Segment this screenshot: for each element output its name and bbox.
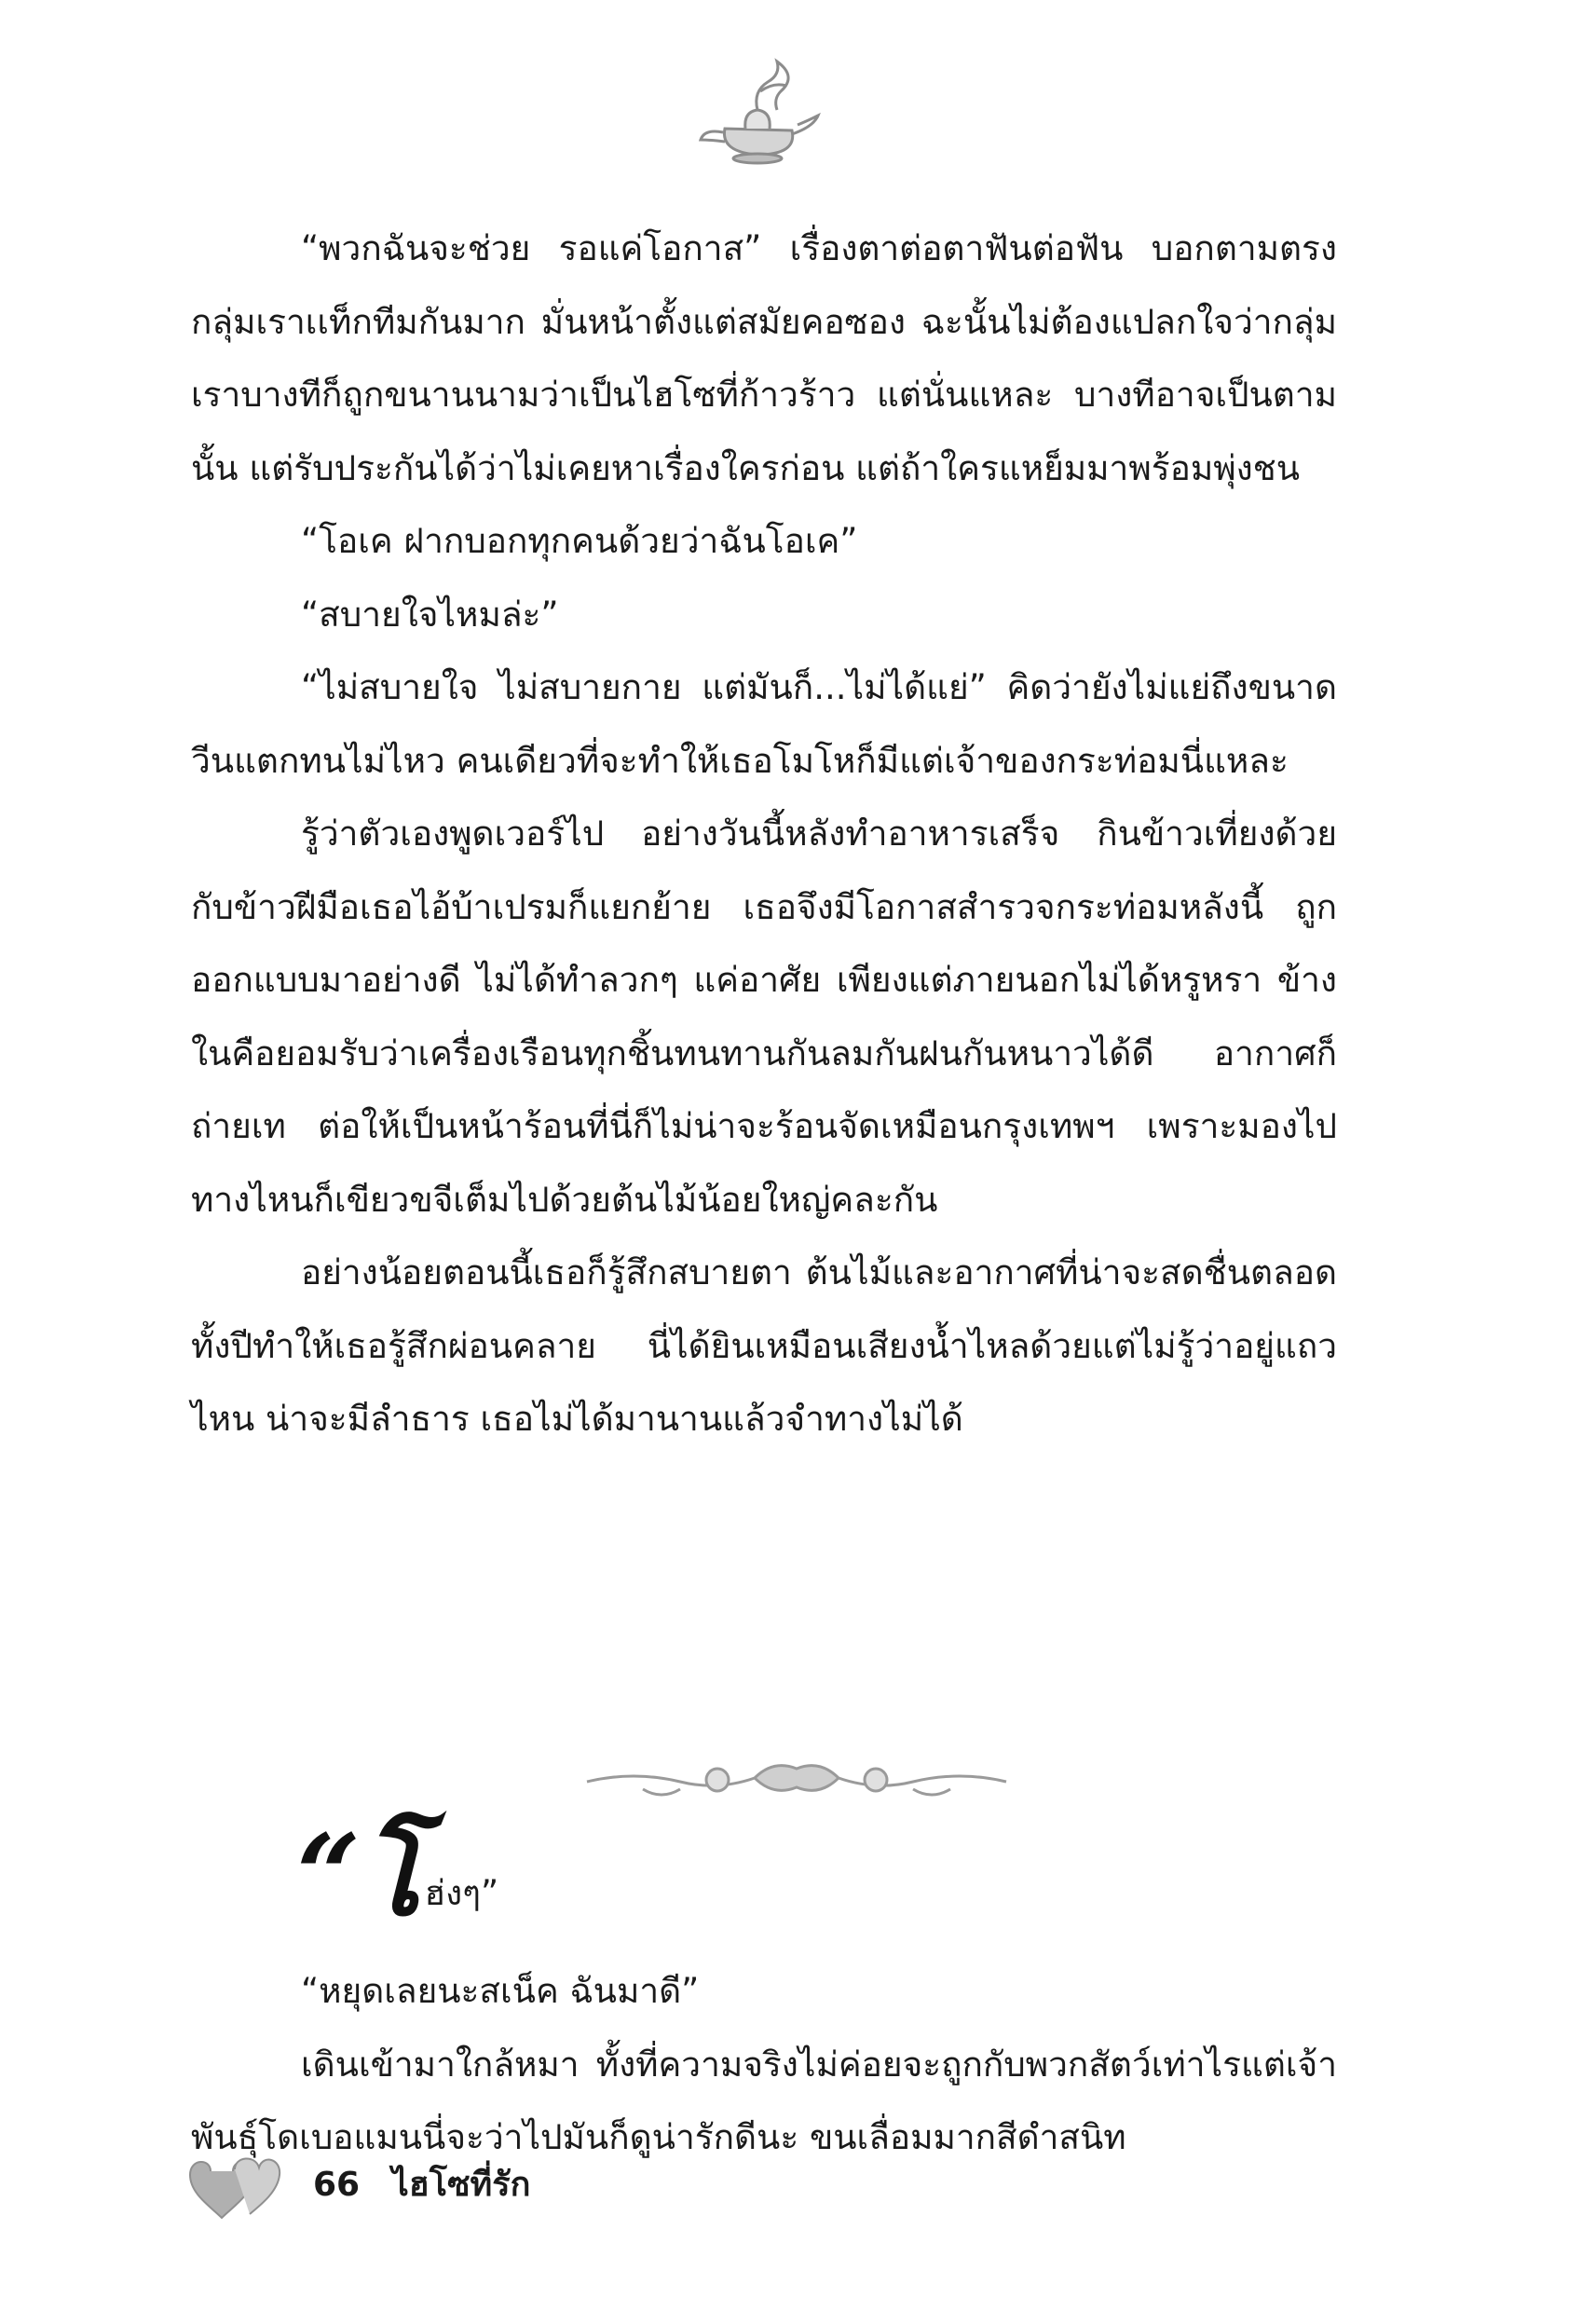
paragraph: “หยุดเลยนะสเน็ค ฉันมาดี”	[301, 1971, 700, 2011]
genie-lamp-icon	[688, 54, 827, 166]
dropcap-paragraph	[296, 1810, 499, 1941]
paragraph: “พวกฉันจะช่วย รอแค่โอกาส” เรื่องตาต่อตาฟันต่อฟัน บอกตามตรงกลุ่มเราเเท็กทีมกันมาก มั่นหน้าตั้งแต่สมัยคอซอง ฉะนั้นไม่ต้องแปลกใจว่ากลุ่มเราบางทีก็ถูกขนานนามว่าเป็นไฮโซที่ก้าวร้าว แต่นั่นแหละ บางทีอาจเป็นตามนั้น แต่รับประกันได้ว่าไม่เคยหาเรื่องใครก่อน แต่ถ้าใครแหย็มมาพร้อมพุ่งชน	[191, 228, 1337, 488]
scroll-divider-icon	[578, 1752, 1016, 1808]
dropcap-rest-text: ฮ่งๆ”	[424, 1873, 499, 1913]
page-footer	[313, 2162, 551, 2208]
paragraph: “ไม่สบายใจ ไม่สบายกาย แต่มันก็...ไม่ได้แย่” คิดว่ายังไม่แย่ถึงขนาดวีนแตกทนไม่ไหว คนเดียวที่จะทำให้เธอโมโหก็มีแต่เจ้าของกระท่อมนี่แหละ	[191, 667, 1337, 781]
body-text-top	[191, 212, 1337, 1456]
paragraph: “สบายใจไหมล่ะ”	[301, 594, 559, 635]
body-text-bottom	[191, 1955, 1337, 2175]
book-title: ไฮโซที่รัก	[391, 2166, 531, 2204]
dropcap-quote: “	[296, 1810, 361, 1941]
paragraph: รู้ว่าตัวเองพูดเวอร์ไป อย่างวันนี้หลังทำอาหารเสร็จ กินข้าวเที่ยงด้วยกับข้าวฝีมือเธอไอ้บ้าเปรมก็แยกย้าย เธอจึงมีโอกาสสำรวจกระท่อมหลังนี้ ถูกออกแบบมาอย่างดี ไม่ได้ทำลวกๆ แค่อาศัย เพียงแต่ภายนอกไม่ได้หรูหรา ข้างในคือยอมรับว่าเครื่องเรือนทุกชิ้นทนทานกันลมกันฝนกันหนาวได้ดี อากาศก็ถ่ายเท ต่อให้เป็นหน้าร้อนที่นี่ก็ไม่น่าจะร้อนจัดเหมือนกรุงเทพฯ เพราะมองไปทางไหนก็เขียวขจีเต็มไปด้วยต้นไม้น้อยใหญ่คละกัน	[191, 814, 1337, 1220]
paragraph: เดินเข้ามาใกล้หมา ทั้งที่ความจริงไม่ค่อยจะถูกกับพวกสัตว์เท่าไรแต่เจ้าพันธุ์โดเบอแมนนี่จะว่าไปมันก็ดูน่ารักดีนะ ขนเลื่อมมากสีดำสนิท	[191, 2044, 1337, 2157]
hearts-icon	[183, 2151, 285, 2225]
page-number: 66	[313, 2166, 361, 2204]
dropcap-letter: โ	[361, 1810, 421, 1941]
paragraph: อย่างน้อยตอนนี้เธอก็รู้สึกสบายตา ต้นไม้และอากาศที่น่าจะสดชื่นตลอดทั้งปีทำให้เธอรู้สึกผ่อนคลาย นี่ได้ยินเหมือนเสียงน้ำไหลด้วยแต่ไม่รู้ว่าอยู่แถวไหน น่าจะมีลำธาร เธอไม่ได้มานานแล้วจำทางไม่ได้	[191, 1252, 1337, 1439]
paragraph: “โอเค ฝากบอกทุกคนด้วยว่าฉันโอเค”	[301, 521, 858, 561]
